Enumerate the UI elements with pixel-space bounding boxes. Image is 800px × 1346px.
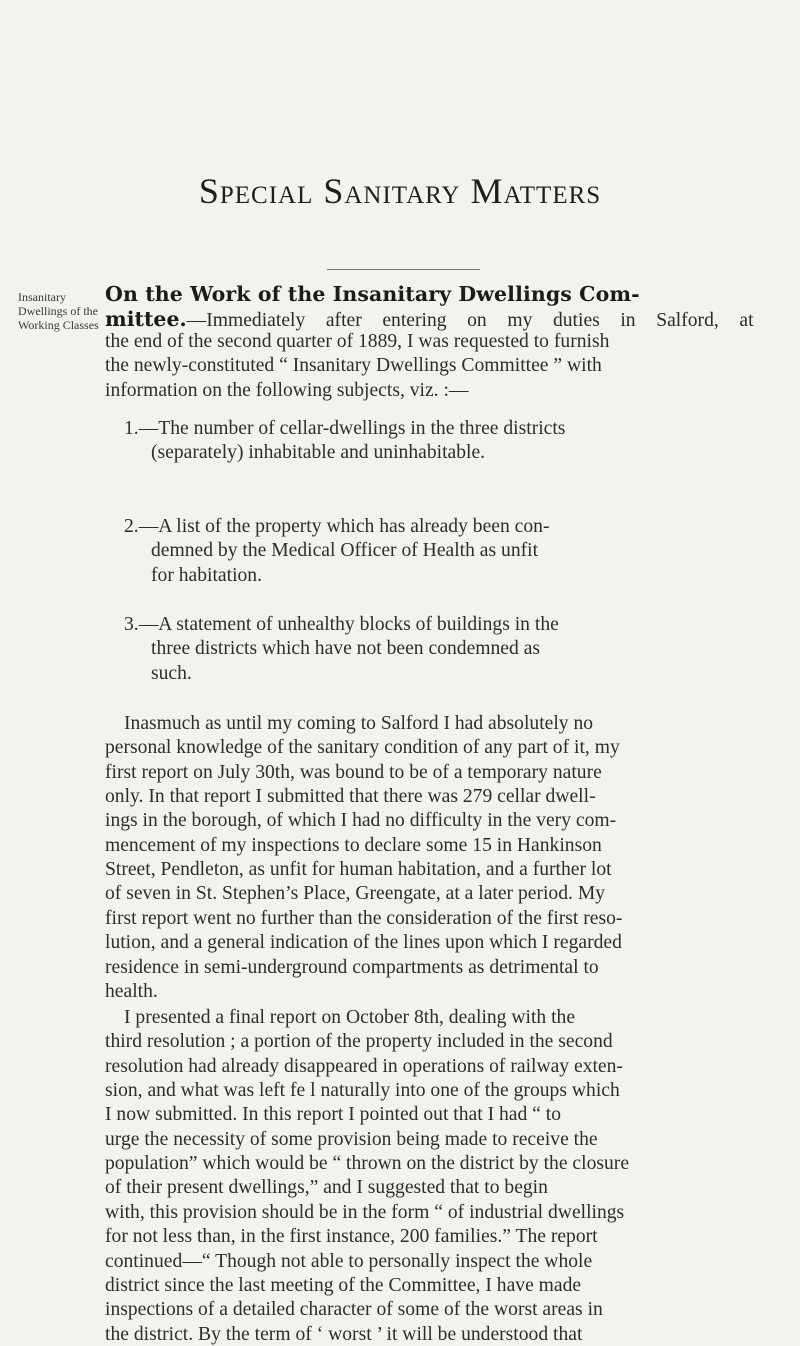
- intro-line: information on the following subjects, viz. :—: [105, 379, 469, 401]
- paragraph-line: lution, and a general indication of the lines upon which I regarded: [105, 932, 622, 954]
- paragraph-line: personal knowledge of the sanitary condition of any part of it, my: [105, 737, 620, 759]
- paragraph-line: of their present dwellings,” and I suggested that to begin: [105, 1177, 548, 1199]
- paragraph-line: urge the necessity of some provision being made to receive the: [105, 1128, 598, 1150]
- intro-line: the newly-constituted “ Insanitary Dwellings Committee ” with: [105, 355, 602, 377]
- title-divider: [327, 269, 480, 270]
- list-item-line: for habitation.: [151, 564, 262, 586]
- intro-first-line: [105, 307, 754, 332]
- list-item-line: 1.—The number of cellar-dwellings in the three districts: [124, 418, 566, 439]
- paragraph-line: only. In that report I submitted that there was 279 cellar dwell-: [105, 786, 596, 808]
- paragraph-line: third resolution ; a portion of the property included in the second: [105, 1031, 613, 1053]
- section-heading: On the Work of the Insanitary Dwellings Com-: [105, 282, 640, 306]
- paragraph-line: district since the last meeting of the Committee, I have made: [105, 1274, 582, 1296]
- list-item-line: demned by the Medical Officer of Health as unfit: [151, 540, 539, 562]
- list-item-line: three districts which have not been condemned as: [151, 638, 541, 660]
- list-item-line: such.: [151, 662, 192, 684]
- list-item-line: (separately) inhabitable and uninhabitable.: [151, 442, 486, 464]
- intro-text: —Immediately after entering on my duties in Salford, at: [186, 310, 754, 331]
- paragraph-line: for not less than, in the first instance, 200 families.” The report: [105, 1226, 598, 1248]
- section-heading-continuation: mittee.: [105, 307, 187, 331]
- paragraph-line: mencement of my inspections to declare some 15 in Hankinson: [105, 834, 602, 856]
- paragraph-line: first report on July 30th, was bound to be of a temporary nature: [105, 761, 602, 783]
- paragraph-line: sion, and what was left fe l naturally into one of the groups which: [105, 1080, 620, 1102]
- paragraph-line: resolution had already disappeared in operations of railway exten-: [105, 1055, 623, 1077]
- paragraph-line: first report went no further than the consideration of the first reso-: [105, 907, 623, 929]
- margin-note: [18, 290, 98, 332]
- paragraph-line: with, this provision should be in the form “ of industrial dwellings: [105, 1201, 625, 1223]
- list-item-line: 2.—A list of the property which has already been con-: [124, 516, 550, 537]
- intro-line: the end of the second quarter of 1889, I was requested to furnish: [105, 331, 610, 352]
- paragraph-line: population” which would be “ thrown on the district by the closure: [105, 1153, 630, 1175]
- page-title: Special Sanitary Matters: [198, 171, 602, 211]
- paragraph-line: ings in the borough, of which I had no difficulty in the very com-: [105, 810, 617, 832]
- paragraph-line: Inasmuch as until my coming to Salford I had absolutely no: [124, 713, 594, 734]
- paragraph-line: the district. By the term of ‘ worst ’ it will be understood that: [105, 1323, 583, 1345]
- paragraph-line: I now submitted. In this report I pointed out that I had “ to: [105, 1104, 562, 1126]
- margin-note-line: Insanitary: [18, 290, 66, 304]
- paragraph-line: health.: [105, 980, 158, 1002]
- paragraph-line: continued—“ Though not able to personally inspect the whole: [105, 1250, 593, 1272]
- paragraph-line: Street, Pendleton, as unfit for human habitation, and a further lot: [105, 859, 612, 881]
- paragraph-line: I presented a final report on October 8th, dealing with the: [124, 1007, 576, 1028]
- paragraph-line: of seven in St. Stephen’s Place, Greengate, at a later period. My: [105, 883, 606, 905]
- paragraph-line: inspections of a detailed character of some of the worst areas in: [105, 1299, 603, 1321]
- margin-note-line: Dwellings of the: [18, 304, 98, 318]
- list-item-line: 3.—A statement of unhealthy blocks of buildings in the: [124, 614, 559, 635]
- paragraph-line: residence in semi-underground compartments as detrimental to: [105, 956, 599, 978]
- margin-note-line: Working Classes: [18, 318, 99, 332]
